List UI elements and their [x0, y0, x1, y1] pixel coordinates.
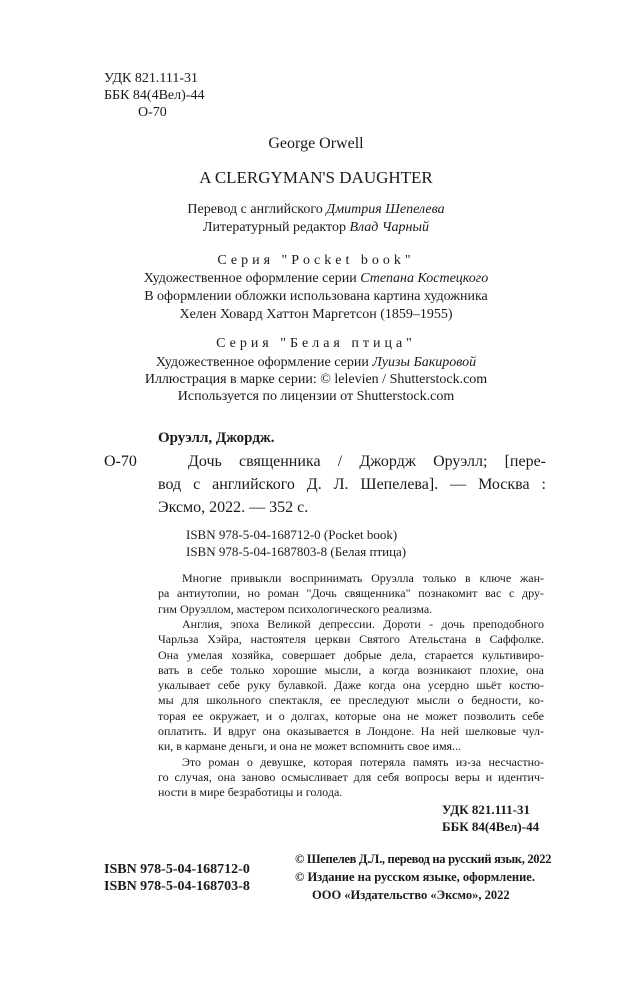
series-design [0, 356, 632, 370]
catalog-line: Эксмо, 2022. — 352 с. [158, 499, 309, 516]
catalog-heading: Оруэлл, Джордж. [158, 430, 275, 446]
series-title: Серия "Pocket book" [217, 253, 415, 268]
design-label: Художественное оформление серии [155, 355, 373, 370]
editor-credit [0, 221, 632, 235]
footer-udk: УДК 821.111-31 [442, 802, 530, 817]
annotation-line: ности в мире безработицы и голода. [158, 785, 343, 800]
catalog-mark: О-70 [104, 453, 137, 470]
annotation-line: укалывает себе руку булавкой. Даже когда она усердно шьёт костю- [158, 678, 544, 693]
series-title: Серия "Белая птица" [216, 336, 416, 351]
series-design [0, 272, 632, 286]
catalog-isbn: ISBN 978-5-04-1687803-8 (Белая птица) [186, 544, 407, 559]
design-name: Луизы Бакировой [372, 355, 477, 370]
credit-label: Литературный редактор [203, 220, 350, 235]
footer-bbk: ББК 84(4Вел)-44 [442, 819, 540, 834]
copyright-line: © Шепелев Д.Л., перевод на русский язык, 2022 [295, 852, 552, 866]
illustration-credit: Иллюстрация в марке серии: © lelevien / Shutterstock.com [144, 372, 488, 387]
annotation-line: гим Оруэллом, мастером психологического реализма. [158, 601, 433, 616]
author-name-en: George Orwell [268, 135, 364, 152]
annotation-line: торая ее окружает, и о долгах, которые она не может позволить себе [158, 708, 544, 723]
annotation-line: Это роман о девушке, которая потеряла память из-за несчастно- [182, 754, 544, 769]
credit-name: Дмитрия Шепелева [326, 202, 445, 217]
annotation-line: оплатить. И вдруг она оказывается в Лондоне. На ней шелковые чул- [158, 724, 544, 738]
footer-isbn: ISBN 978-5-04-168712-0 [104, 862, 250, 877]
annotation-line: Чарльза Хэйра, настоятеля церкви Святого Ательстана в Саффолке. [158, 632, 544, 647]
copyright-line: © Издание на русском языке, оформление. [295, 870, 535, 884]
catalog-line: вод с английского Д. Л. Шепелева]. — Москва : [158, 476, 546, 493]
cover-line: Хелен Ховард Хаттон Маргетсон (1859–1955) [179, 307, 453, 322]
author-mark: О-70 [138, 105, 167, 120]
annotation-line: го случая, она заново осмысливает для себя вопросы веры и идентич- [158, 769, 544, 784]
license-line: Используется по лицензии от Shutterstock.com [177, 389, 455, 404]
annotation-line: Англия, эпоха Великой депрессии. Дороти - дочь преподобного [182, 616, 544, 631]
design-label: Художественное оформление серии [143, 271, 361, 286]
design-name: Степана Костецкого [360, 271, 489, 286]
annotation-line: мы для школьного спектакля, ее преследуют мысли о бедности, ко- [158, 693, 544, 708]
annotation-line: Она умелая хозяйка, совершает добрые дела, старается культивиро- [158, 647, 544, 662]
bbk-code: ББК 84(4Вел)-44 [104, 88, 205, 103]
credit-name: Влад Чарный [349, 220, 429, 235]
translator-credit [0, 203, 632, 217]
annotation-line: вать в себе только хорошие мысли, а когда возникают плохие, она [158, 662, 544, 677]
footer-isbn: ISBN 978-5-04-168703-8 [104, 879, 250, 894]
credit-label: Перевод с английского [187, 202, 327, 217]
copyright-line: ООО «Издательство «Эксмо», 2022 [312, 888, 510, 902]
udk-code: УДК 821.111-31 [104, 71, 199, 86]
catalog-line: Дочь священника / Джордж Оруэлл; [пере- [188, 453, 546, 470]
title-en: A CLERGYMAN'S DAUGHTER [199, 168, 433, 187]
annotation-line: Многие привыкли воспринимать Оруэлла только в ключе жан- [182, 571, 544, 585]
annotation-line: ки, в кармане деньги, и она не может вспомнить свое имя... [158, 739, 462, 754]
cover-line: В оформлении обложки использована картина художника [144, 289, 488, 304]
annotation-line: ра антиутопии, но роман "Дочь священника" познакомит вас с дру- [158, 586, 544, 601]
catalog-isbn: ISBN 978-5-04-168712-0 (Pocket book) [186, 527, 398, 542]
